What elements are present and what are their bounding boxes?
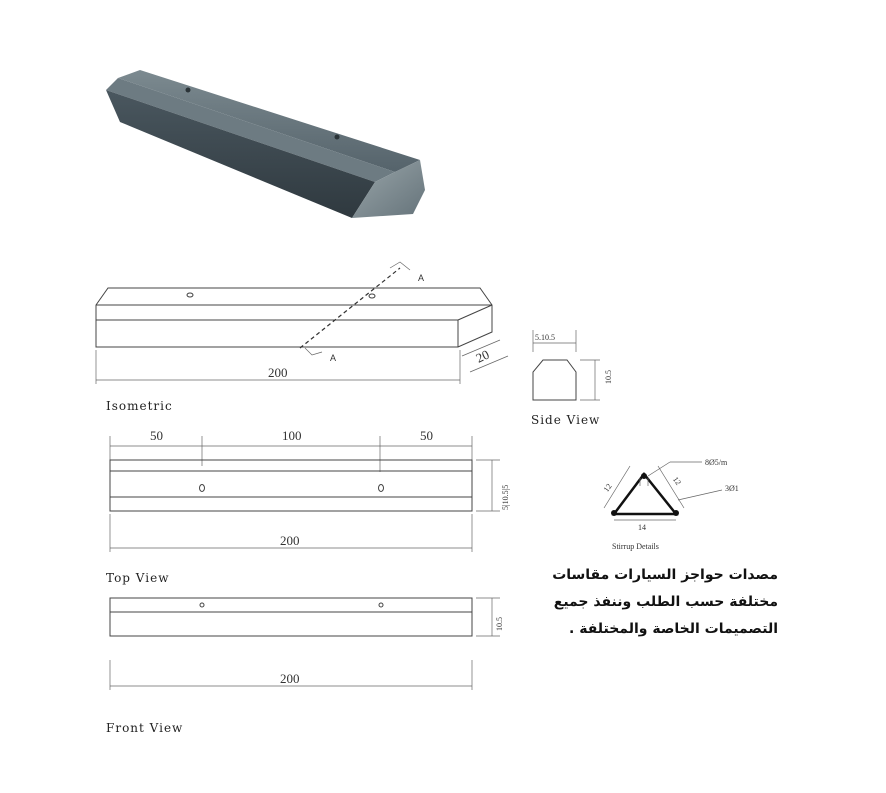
stirrup-label: 8Ø5/m	[705, 458, 728, 467]
side-view-title: Side View	[531, 413, 601, 427]
hole-icon	[335, 135, 340, 140]
bars-label: 3Ø1	[725, 484, 739, 493]
isometric-length-dim: 200	[268, 365, 288, 380]
side-height-dim: 10.5	[604, 370, 613, 384]
top-view-title: Top View	[106, 571, 170, 585]
side-top-dims: 5.10.5	[535, 333, 555, 342]
front-view	[106, 598, 504, 735]
hole-icon	[186, 88, 191, 93]
isometric-view	[96, 262, 508, 413]
top-dim-left: 50	[150, 428, 163, 443]
front-view-title: Front View	[106, 721, 184, 735]
description-line-3: التصميمات الخاصة والمختلفة .	[569, 621, 778, 637]
stirrup-side-right: 12	[670, 475, 683, 487]
isometric-width-dim: 20	[473, 346, 492, 366]
top-side-dims: 5|10.5|5	[501, 484, 510, 510]
top-view	[106, 428, 510, 585]
top-dim-right: 50	[420, 428, 433, 443]
top-dim-middle: 100	[282, 428, 302, 443]
description-line-1: مصدات حواجز السيارات مقاسات	[552, 567, 778, 583]
block-photo	[106, 70, 425, 218]
front-length-dim: 200	[280, 671, 300, 686]
stirrup-side-left: 12	[601, 481, 614, 494]
top-length-dim: 200	[280, 533, 300, 548]
isometric-title: Isometric	[106, 399, 173, 413]
stirrup-title: Stirrup Details	[612, 542, 659, 551]
stirrup-detail	[602, 458, 739, 551]
stirrup-base: 14	[638, 523, 646, 532]
side-view	[531, 330, 613, 427]
description-line-2: مختلفة حسب الطلب وننفذ جميع	[553, 594, 778, 610]
section-mark-top: A	[418, 273, 425, 283]
front-height-dim: 10.5	[495, 617, 504, 631]
description-text	[528, 562, 778, 643]
section-mark-bottom: A	[330, 353, 337, 363]
